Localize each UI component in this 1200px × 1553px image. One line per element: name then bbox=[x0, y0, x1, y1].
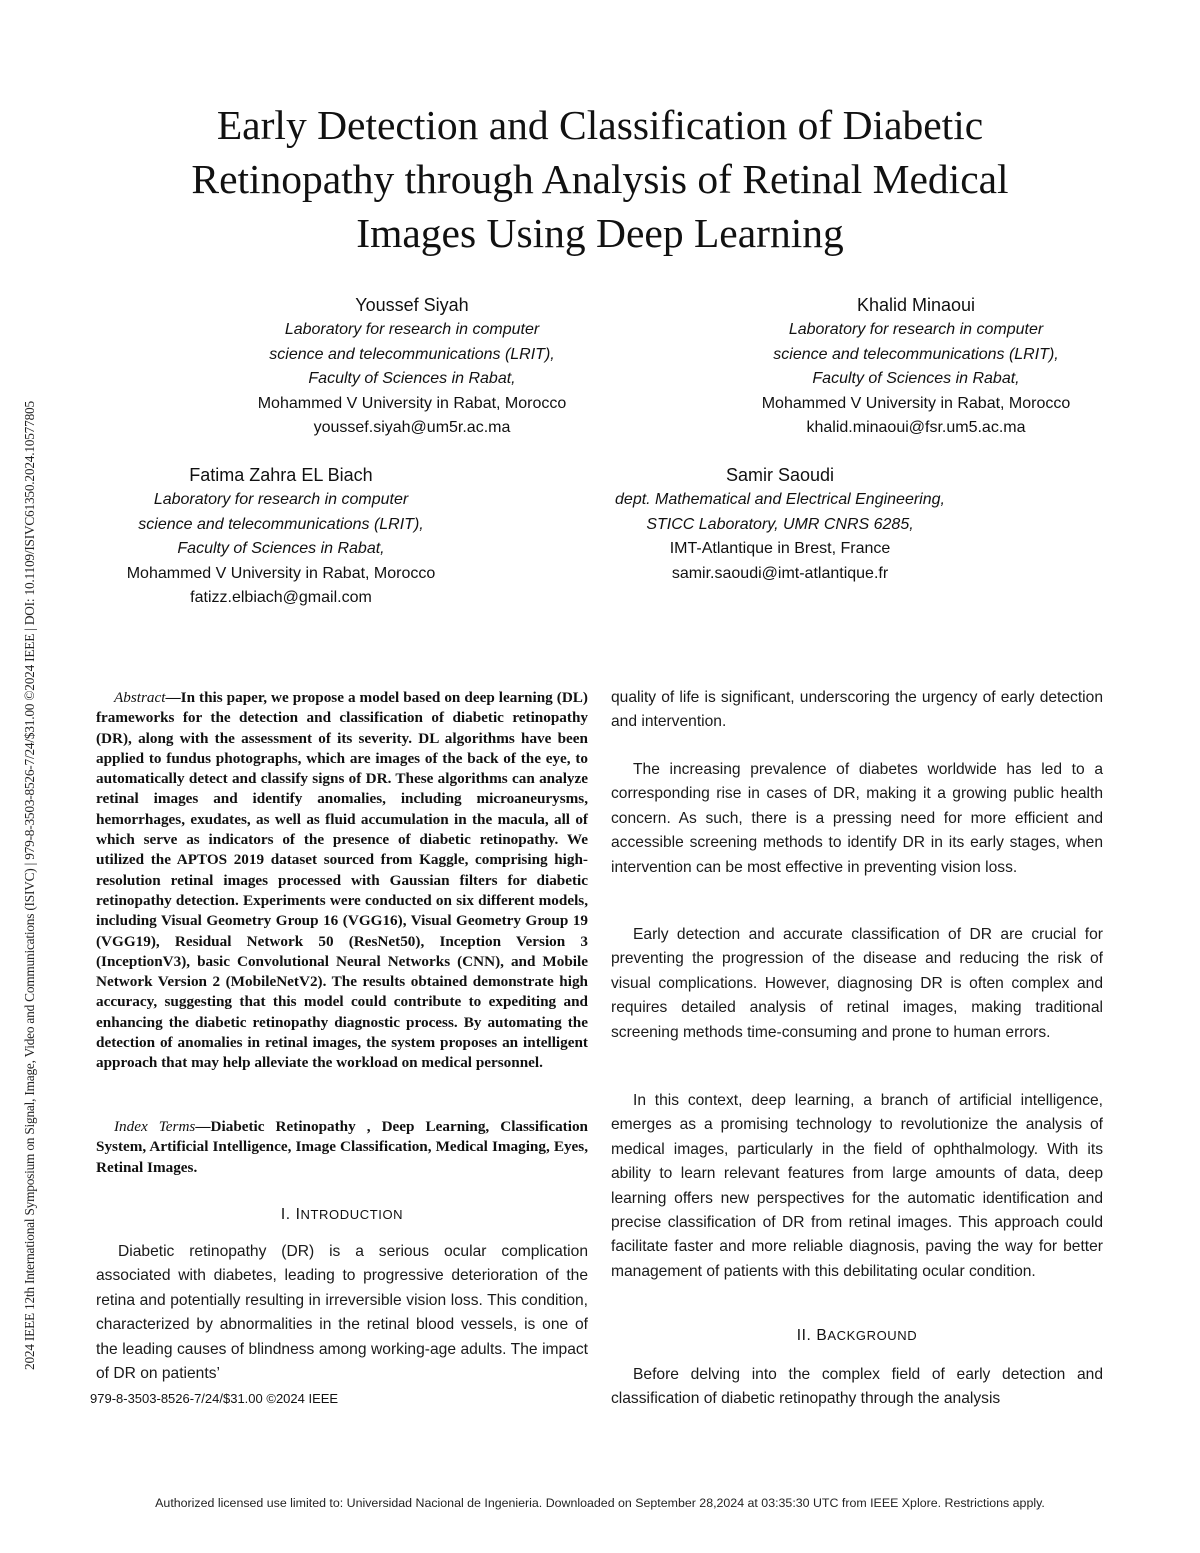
section-heading-introduction bbox=[96, 1206, 588, 1224]
author-affiliation: science and telecommunications (LRIT), bbox=[269, 345, 555, 363]
paragraph: Before delving into the complex field of early detection and classification of diabetic retinopathy through the analysis bbox=[611, 1366, 1103, 1408]
title-line: Retinopathy through Analysis of Retinal Medical bbox=[191, 156, 1009, 202]
author-block bbox=[76, 462, 486, 611]
author-name: Youssef Siyah bbox=[355, 295, 469, 315]
paragraph: The increasing prevalence of diabetes worldwide has led to a corresponding rise in cases of DR, making it a growing public health concern. As such, there is a pressing need for more efficient and accessible screening methods to identify DR in its early stages, when intervention can be most effective in preventing vision loss. bbox=[611, 761, 1103, 876]
section-title-initial: I bbox=[295, 1206, 301, 1223]
author-email: fatizz.elbiach@gmail.com bbox=[190, 589, 372, 607]
author-affiliation: dept. Mathematical and Electrical Engineering, bbox=[615, 491, 945, 508]
paragraph: Early detection and accurate classification of DR are crucial for preventing the progression of the disease and reducing the risk of visual complications. However, diagnosing DR is often complex and requires detailed analysis of retinal images, making traditional screening methods time-consuming and prone to human errors. bbox=[611, 926, 1103, 1041]
author-email: samir.saoudi@imt-atlantique.fr bbox=[671, 564, 889, 582]
author-affiliation: Faculty of Sciences in Rabat, bbox=[177, 540, 385, 558]
author-affiliation: Laboratory for research in computer bbox=[788, 321, 1044, 338]
author-name: Samir Saoudi bbox=[725, 465, 835, 485]
index-terms-label: Index Terms bbox=[114, 1118, 196, 1135]
intro-paragraph: Diabetic retinopathy (DR) is a serious ocular complication associated with diabetes, leading to progressive deterioration of the retina and potentially resulting in irreversible vision loss. This condition, characterized by abnormalities in the retinal blood vessels, is one of the leading causes of blindness among working-age adults. The impact of DR on patients’ bbox=[96, 1243, 588, 1383]
section-number: II. bbox=[796, 1327, 812, 1344]
author-university: Mohammed V University in Rabat, Morocco bbox=[761, 394, 1071, 412]
author-affiliation: Faculty of Sciences in Rabat, bbox=[812, 370, 1020, 388]
author-affiliation: Laboratory for research in computer bbox=[153, 491, 409, 508]
author-affiliation: Faculty of Sciences in Rabat, bbox=[308, 370, 516, 388]
abstract-text: —In this paper, we propose a model based on deep learning (DL) frameworks for the detection and classification of diabetic retinopathy (DR), along with the assessment of its severity. DL algorithms have been applied to fundus photographs, which are images of the back of the eye, to automatically detect and classify signs of DR. These algorithms can analyze retinal images and identify anomalies, including microaneurysms, hemorrhages, exudates, as well as fluid accumulation in the macula, all of which serve as indicators of the presence of diabetic retinopathy. We utilized the APTOS 2019 dataset sourced from Kaggle, comprising high-resolution retinal images processed with Gaussian filters for diabetic retinopathy detection. Experiments were conducted on six different models, including Visual Geometry Group 16 (VGG16), Visual Geometry Group 19 (VGG19), Residual Network 50 (ResNet50), Inception Version 3 (InceptionV3), basic Convolutional Neural Networks (CNN), and Mobile Network Version 2 (MobileNetV2). The results obtained demonstrate high accuracy, suggesting that this model could contribute to expediting and enhancing the diabetic retinopathy diagnostic process. By automating the detection of anomalies in retinal images, the system proposes an intelligent approach that may help alleviate the workload on medical personnel. bbox=[96, 689, 588, 1072]
section-number: I. bbox=[280, 1206, 291, 1223]
author-university: Mohammed V University in Rabat, Morocco bbox=[257, 394, 567, 412]
abstract bbox=[96, 688, 588, 1074]
author-name: Khalid Minaoui bbox=[856, 295, 976, 315]
author-affiliation: Laboratory for research in computer bbox=[284, 321, 540, 338]
author-affiliation: STICC Laboratory, UMR CNRS 6285, bbox=[646, 515, 914, 533]
author-block bbox=[716, 292, 1116, 441]
doi-side-text: 2024 IEEE 12th International Symposium on Signal, Image, Video and Communications (ISIVC) | 979-8-3503-8526-7/24/$31.00 ©2024 IEEE | DOI: 10.1109/ISIVC61350.2024.10577805 bbox=[22, 401, 37, 1370]
license-notice: Authorized licensed use limited to: Universidad Nacional de Ingenieria. Downloaded on September 28,2024 at 03:35:30 UTC from IEEE Xplore. Restrictions apply. bbox=[155, 1496, 1045, 1510]
section-title-rest: ACKGROUND bbox=[827, 1328, 918, 1343]
section-heading-background bbox=[611, 1327, 1103, 1345]
copyright-footnote: 979-8-3503-8526-7/24/$31.00 ©2024 IEEE bbox=[90, 1391, 339, 1406]
section-title-initial: B bbox=[816, 1327, 828, 1344]
author-university: IMT-Atlantique in Brest, France bbox=[669, 540, 891, 558]
paragraph: quality of life is significant, underscoring the urgency of early detection and intervention. bbox=[611, 689, 1103, 731]
paper-title bbox=[100, 98, 1100, 260]
author-affiliation: science and telecommunications (LRIT), bbox=[773, 345, 1059, 363]
abstract-label: Abstract bbox=[114, 689, 166, 706]
author-block bbox=[212, 292, 612, 441]
author-email: khalid.minaoui@fsr.um5.ac.ma bbox=[806, 419, 1026, 437]
index-terms-text: —Diabetic Retinopathy , Deep Learning, Classification System, Artificial Intelligence, Image Classification, Medical Imaging, Eyes, Retinal Images. bbox=[96, 1118, 588, 1176]
author-email: youssef.siyah@um5r.ac.ma bbox=[313, 419, 511, 437]
author-name: Fatima Zahra EL Biach bbox=[189, 465, 373, 485]
author-block bbox=[560, 462, 1000, 586]
paragraph: In this context, deep learning, a branch of artificial intelligence, emerges as a promising technology to revolutionize the analysis of medical images, particularly in the field of ophthalmology. With its ability to learn relevant features from large amounts of data, deep learning offers new perspectives for the automatic identification and precise classification of DR from retinal images. This approach could facilitate faster and more reliable diagnosis, paving the way for better management of patients with this debilitating ocular condition. bbox=[611, 1092, 1103, 1280]
title-line: Early Detection and Classification of Diabetic bbox=[216, 102, 984, 148]
section-title-rest: NTRODUCTION bbox=[300, 1207, 404, 1222]
author-affiliation: science and telecommunications (LRIT), bbox=[138, 515, 424, 533]
index-terms bbox=[96, 1117, 588, 1178]
author-university: Mohammed V University in Rabat, Morocco bbox=[126, 564, 436, 582]
title-line: Images Using Deep Learning bbox=[356, 210, 844, 256]
